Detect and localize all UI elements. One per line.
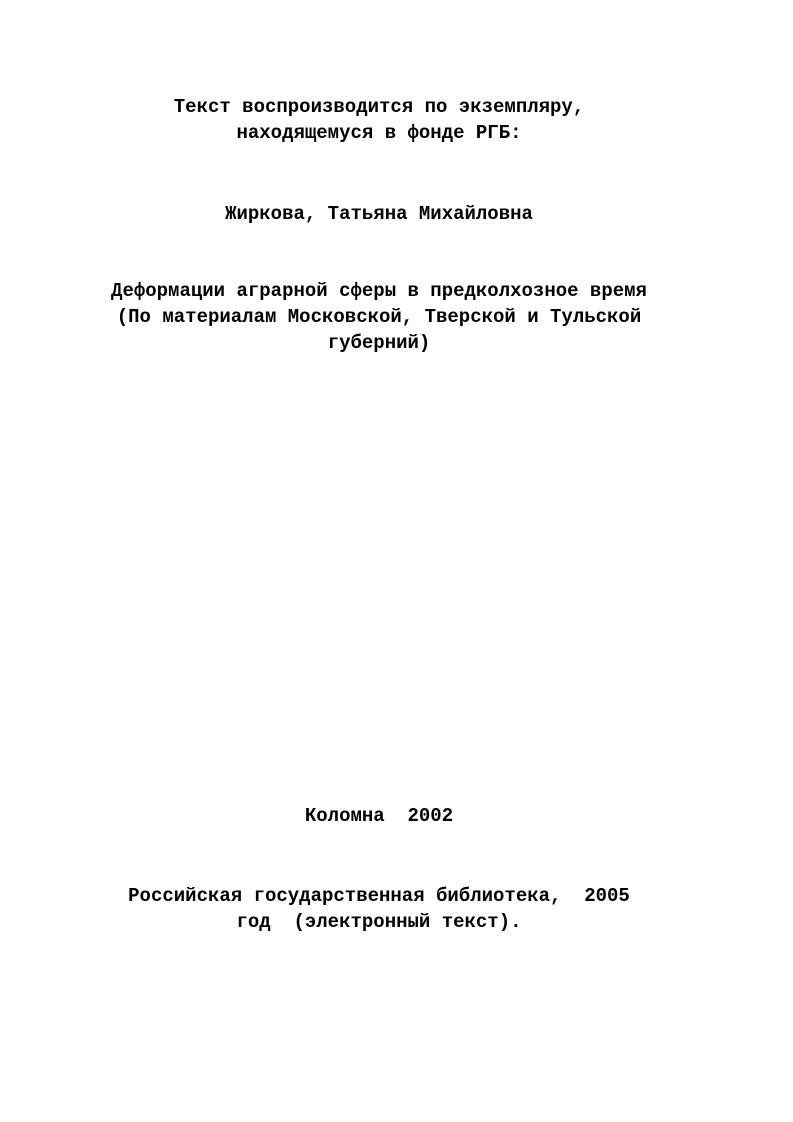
source-notice-line-1: Текст воспроизводится по экземпляру, [173,96,585,118]
library-footer-line-2: год (электронный текст). [236,911,522,933]
source-notice-line-2: находящемуся в фонде РГБ: [236,122,522,144]
source-notice [0,94,758,146]
imprint [0,803,758,829]
author-name-text: Жиркова, Татьяна Михайловна [225,203,533,225]
document-title [0,278,758,356]
imprint-text: Коломна 2002 [304,805,454,827]
library-footer-line-1: Российская государственная библиотека, 2005 [128,885,630,907]
document-title-line-1: Деформации аграрной сферы в предколхозное время [111,280,647,302]
library-footer [0,883,758,935]
author-name [0,201,758,227]
document-title-line-2: (По материалам Московской, Тверской и Тульской [116,306,642,328]
document-title-line-3: губерний) [327,332,431,354]
